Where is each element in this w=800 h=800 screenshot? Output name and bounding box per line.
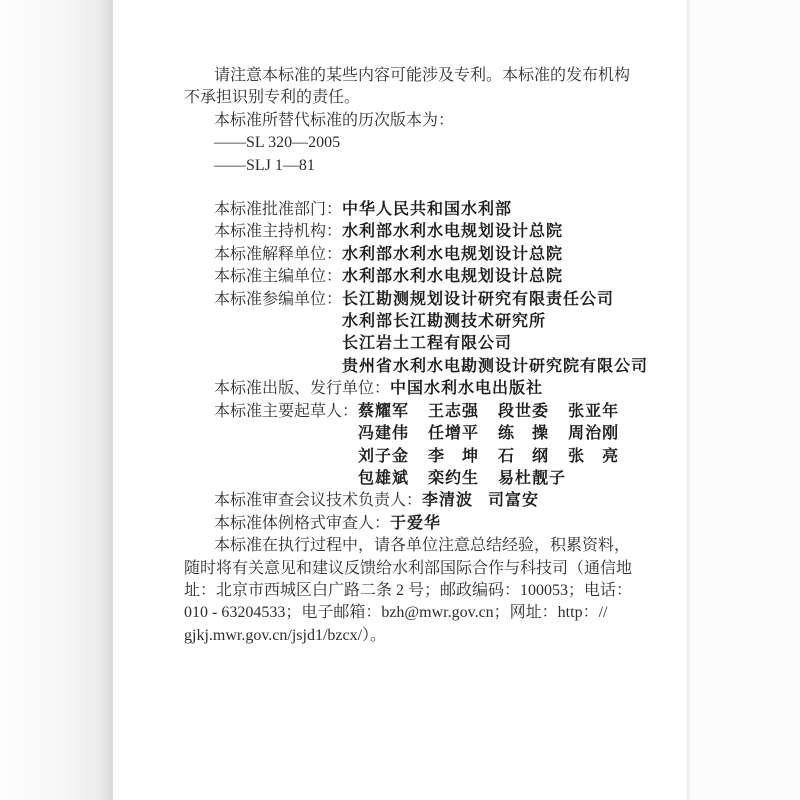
info-value: 水利部水利水电规划设计总院 — [342, 223, 564, 241]
drafters-row — [358, 446, 634, 468]
info-label: 本标准主要起草人： — [214, 402, 359, 420]
participants-list — [342, 289, 648, 379]
info-value: 中华人民共和国水利部 — [342, 201, 513, 219]
drafter-name: 王志强 — [428, 402, 480, 420]
info-label: 本标准体例格式审查人： — [214, 514, 391, 532]
history-version: ——SL 320—2005 — [214, 134, 341, 152]
participant-org: 水利部长江勘测技术研究所 — [342, 313, 547, 331]
drafter-name: 冯建伟 — [358, 425, 410, 443]
feedback-line: 随时将有关意见和建议反馈给水利部国际合作与科技司（通信地 — [184, 559, 633, 577]
info-label: 本标准审查会议技术负责人： — [214, 492, 423, 510]
feedback-line: gjkj.mwr.gov.cn/jsjd1/bzcx/）。 — [184, 626, 387, 644]
drafter-name: 周治刚 — [568, 425, 620, 443]
info-label: 本标准批准部门： — [214, 201, 343, 219]
info-row-interpretation — [184, 244, 639, 266]
info-row-participants — [184, 289, 649, 379]
info-label: 本标准解释单位： — [214, 245, 343, 263]
drafter-name: 包雄斌 — [358, 469, 410, 487]
info-row-chief-editor — [184, 266, 639, 288]
drafters-row — [358, 401, 634, 423]
feedback-line: 本标准在执行过程中，请各单位注意总结经验，积累资料， — [214, 537, 631, 555]
drafter-name: 石 纲 — [498, 447, 550, 465]
patent-notice-paragraph — [184, 65, 639, 110]
info-value: 水利部水利水电规划设计总院 — [342, 268, 564, 286]
info-row-publisher — [184, 378, 639, 400]
info-row-drafters — [184, 401, 639, 491]
info-row-review — [184, 490, 639, 512]
drafter-name: 易杜靓子 — [498, 469, 567, 487]
participant-org: 长江岩土工程有限公司 — [342, 335, 513, 353]
feedback-paragraph — [184, 535, 639, 647]
participant-org: 长江勘测规划设计研究有限责任公司 — [342, 290, 615, 308]
history-version: ——SLJ 1—81 — [214, 156, 315, 174]
drafter-name: 刘子金 — [358, 447, 410, 465]
info-label: 本标准主持机构： — [214, 223, 343, 241]
drafter-name: 段世委 — [498, 402, 550, 420]
feedback-line: 010 - 63204533；电子邮箱：bzh@mwr.gov.cn；网址：http：// — [184, 604, 608, 622]
standard-info-section — [184, 199, 649, 535]
info-label: 本标准参编单位： — [214, 290, 343, 308]
drafters-row — [358, 468, 634, 490]
page-content — [184, 65, 649, 647]
feedback-line: 址：北京市西城区白广路二条 2 号；邮政编码：100053；电话： — [184, 581, 633, 599]
info-row-approval — [184, 199, 639, 221]
scan-left-edge-shadow — [0, 0, 113, 800]
section-spacer — [184, 177, 639, 199]
drafter-name: 蔡耀军 — [358, 402, 410, 420]
drafter-name: 张亚年 — [568, 402, 620, 420]
participant-org: 贵州省水利水电勘测设计研究院有限公司 — [342, 357, 649, 375]
info-row-format-review — [184, 513, 639, 535]
history-intro: 本标准所替代标准的历次版本为： — [214, 111, 455, 129]
history-section — [184, 110, 639, 177]
info-label: 本标准出版、发行单位： — [214, 380, 391, 398]
notice-line: 不承担识别专利的责任。 — [184, 89, 361, 107]
drafter-name: 任增平 — [428, 425, 480, 443]
drafters-grid — [358, 401, 634, 491]
document-page — [113, 0, 687, 800]
info-label: 本标准主编单位： — [214, 268, 343, 286]
info-row-host — [184, 221, 639, 243]
info-value: 于爱华 — [390, 514, 442, 532]
info-value: 中国水利水电出版社 — [390, 380, 544, 398]
notice-line: 请注意本标准的某些内容可能涉及专利。本标准的发布机构 — [214, 67, 631, 84]
drafter-name: 栾约生 — [428, 469, 480, 487]
reviewer-name: 李清波 — [422, 492, 474, 510]
drafter-name: 张 亮 — [568, 447, 620, 465]
scan-right-edge-shadow — [687, 0, 691, 800]
drafters-row — [358, 423, 634, 445]
reviewer-name: 司富安 — [488, 492, 540, 510]
info-value: 水利部水利水电规划设计总院 — [342, 245, 564, 263]
drafter-name: 练 操 — [498, 425, 550, 443]
drafter-name: 李 坤 — [428, 447, 480, 465]
